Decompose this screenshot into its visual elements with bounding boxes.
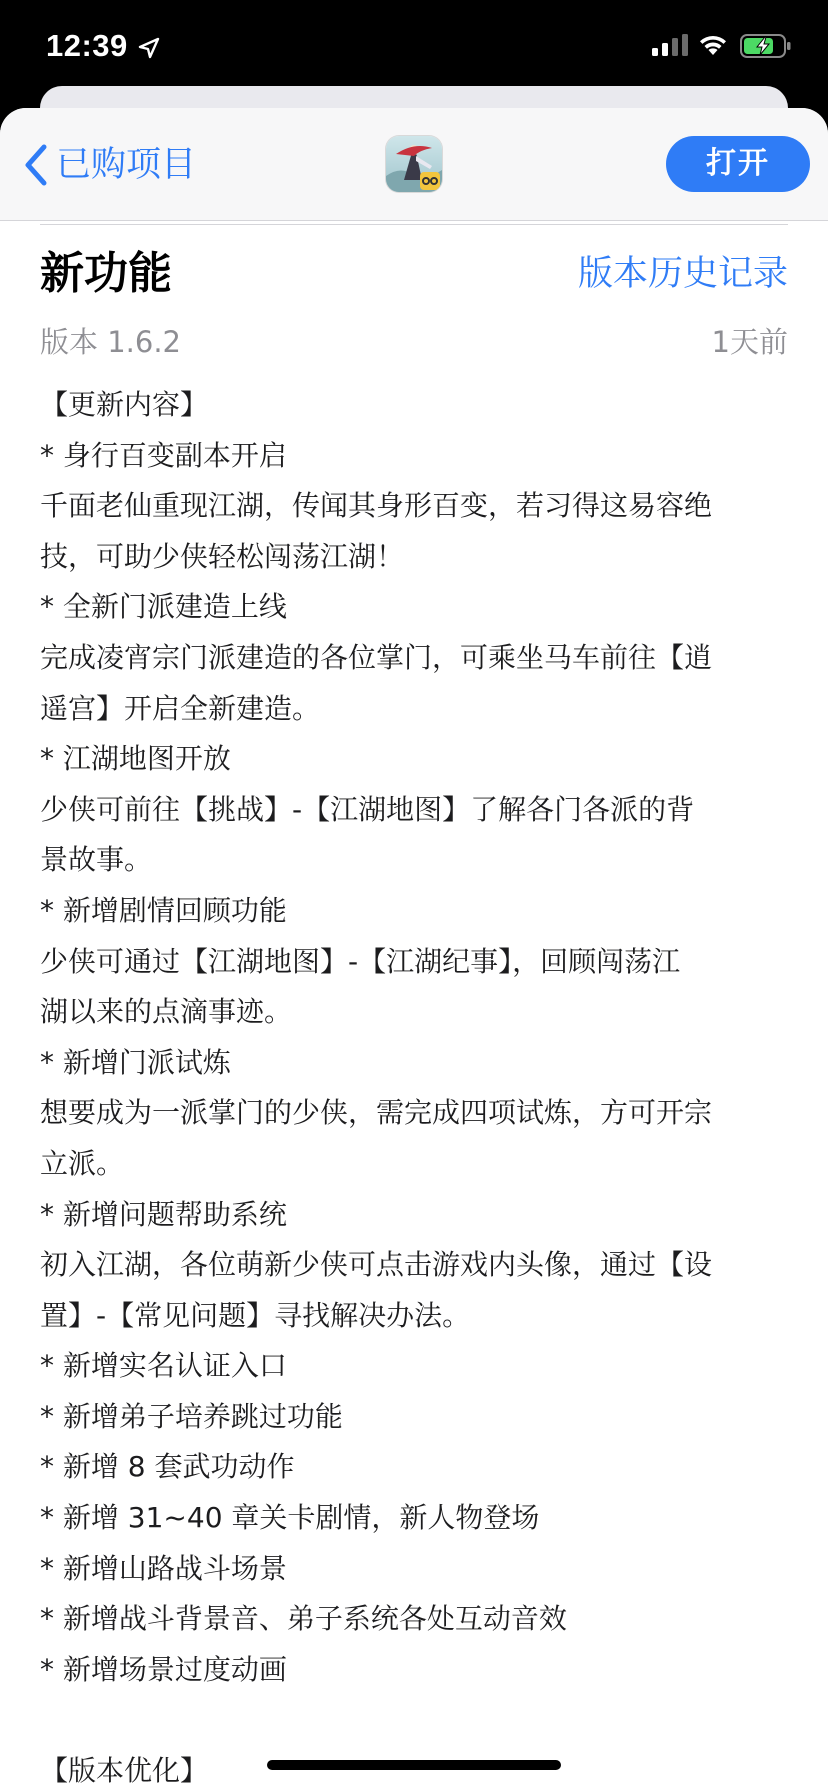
release-note-line: * 身行百变副本开启 <box>40 438 287 472</box>
app-detail-sheet <box>0 108 828 1792</box>
release-note-line: 【版本优化】 <box>40 1754 209 1788</box>
navigation-bar <box>0 108 828 221</box>
release-date: 1天前 <box>711 325 788 359</box>
app-icon <box>386 136 442 192</box>
open-button[interactable]: 打开 <box>666 136 810 192</box>
release-note-line: 【更新内容】 <box>40 388 209 421</box>
release-note-line: * 新增门派试炼 <box>40 1045 231 1079</box>
status-time: 12:39 <box>46 28 128 63</box>
release-note-line: 千面老仙重现江湖，传闻其身形百变，若习得这易容绝 <box>40 489 713 523</box>
location-arrow-icon <box>137 36 161 60</box>
status-bar <box>0 0 828 100</box>
release-note-line: 立派。 <box>40 1146 125 1180</box>
version-history-link[interactable]: 版本历史记录 <box>577 254 788 294</box>
release-note-line: * 新增弟子培养跳过功能 <box>40 1399 343 1433</box>
cellular-signal-icon <box>652 34 688 56</box>
release-note-line: * 新增山路战斗场景 <box>40 1551 287 1585</box>
release-note-line: * 新增实名认证入口 <box>40 1349 287 1383</box>
release-note-line: * 新增 31~40 章关卡剧情，新人物登场 <box>40 1501 540 1535</box>
release-note-line: * 江湖地图开放 <box>40 742 231 776</box>
version-row <box>40 320 788 364</box>
whats-new-header <box>40 244 788 304</box>
release-note-line: 湖以来的点滴事迹。 <box>40 995 293 1029</box>
release-note-line: * 全新门派建造上线 <box>40 590 287 624</box>
home-indicator <box>267 1760 561 1770</box>
release-note-line: 完成凌宵宗门派建造的各位掌门，可乘坐马车前往【逍 <box>40 640 713 674</box>
release-note-line: * 新增剧情回顾功能 <box>40 893 287 927</box>
back-button-label: 已购项目 <box>56 145 197 185</box>
whats-new-title: 新功能 <box>40 248 172 299</box>
release-notes <box>40 380 800 1792</box>
release-note-line: 少侠可前往【挑战】-【江湖地图】了解各门各派的背 <box>40 792 695 826</box>
back-button[interactable] <box>22 140 196 190</box>
version-number: 版本 1.6.2 <box>40 325 182 359</box>
divider <box>40 224 788 225</box>
release-note-line: * 新增问题帮助系统 <box>40 1197 287 1231</box>
release-note-line: 遥宫】开启全新建造。 <box>40 691 321 725</box>
release-note-line: 想要成为一派掌门的少侠，需完成四项试炼，方可开宗 <box>40 1096 713 1130</box>
release-note-line: 初入江湖，各位萌新少侠可点击游戏内头像，通过【设 <box>40 1248 713 1282</box>
release-note-line: 景故事。 <box>40 843 153 877</box>
release-note-line: 置】-【常见问题】寻找解决办法。 <box>40 1298 471 1332</box>
release-note-line: 少侠可通过【江湖地图】-【江湖纪事】，回顾闯荡江 <box>40 944 681 978</box>
release-note-line: * 新增战斗背景音、弟子系统各处互动音效 <box>40 1602 567 1636</box>
release-note-spacer <box>40 1695 800 1746</box>
release-note-line: * 新增 8 套武功动作 <box>40 1450 295 1484</box>
wifi-icon <box>698 33 728 57</box>
battery-charging-icon <box>740 34 792 58</box>
release-note-line: * 新增场景过度动画 <box>40 1652 287 1686</box>
chevron-left-icon <box>22 142 50 188</box>
release-note-line: 技，可助少侠轻松闯荡江湖！ <box>40 539 405 573</box>
